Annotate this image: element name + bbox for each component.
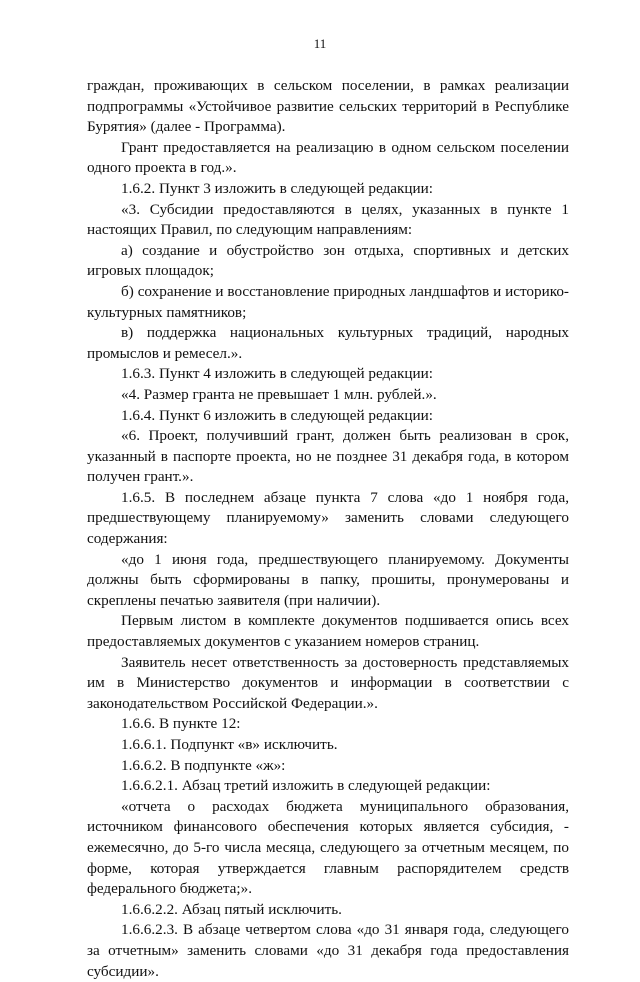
document-paragraph: 1.6.3. Пункт 4 изложить в следующей редакции: (121, 365, 434, 383)
document-paragraph: 1.6.6.2.3. В абзаце четвертом слова «до 31 января года, следующего за отчетным» заменить словами «до 31 декабря года предоставления субсидии». (87, 921, 569, 980)
document-paragraph: 1.6.5. В последнем абзаце пункта 7 слова «до 1 ноября года, предшествующему планируемому» заменить словами следующего содержания: (87, 488, 569, 548)
document-paragraph: 1.6.6.2. В подпункте «ж»: (121, 756, 286, 774)
document-paragraph: «4. Размер гранта не превышает 1 млн. рублей.». (121, 385, 437, 403)
document-paragraph: «отчета о расходах бюджета муниципального образования, источником финансового обеспечения которых является субсидия, - ежемесячно, до 5-го числа месяца, следующего за отчетным месяцем, по форме, которая утверждается главным распорядителем средств федерального бюджета;». (87, 797, 569, 898)
document-paragraph: 1.6.6.2.2. Абзац пятый исключить. (121, 900, 342, 918)
document-body (87, 76, 569, 982)
document-paragraph: 1.6.6.1. Подпункт «в» исключить. (121, 736, 338, 753)
document-paragraph: 1.6.2. Пункт 3 изложить в следующей редакции: (121, 179, 434, 197)
document-paragraph: «6. Проект, получивший грант, должен быть реализован в срок, указанный в паспорте проекта, но не позднее 31 декабря года, в котором получен грант.». (87, 427, 569, 486)
document-paragraph: 1.6.4. Пункт 6 изложить в следующей редакции: (121, 406, 434, 424)
document-paragraph: а) создание и обустройство зон отдыха, спортивных и детских игровых площадок; (87, 241, 569, 280)
document-paragraph: граждан, проживающих в сельском поселении, в рамках реализации подпрограммы «Устойчивое развитие сельских территорий в Республике Бурятия» (далее - Программа). (87, 77, 569, 136)
document-paragraph: б) сохранение и восстановление природных ландшафтов и историко-культурных памятников; (87, 282, 569, 321)
document-paragraph: Первым листом в комплекте документов подшивается опись всех предоставляемых документов с указанием номеров страниц. (87, 612, 569, 651)
document-paragraph: 1.6.6.2.1. Абзац третий изложить в следующей редакции: (121, 777, 491, 795)
document-paragraph: Заявитель несет ответственность за достоверность представляемых им в Министерство документов и информации в соответствии с законодательством Российской Федерации.». (87, 653, 569, 712)
page-number: 11 (313, 36, 327, 51)
document-paragraph: «до 1 июня года, предшествующего планируемому. Документы должны быть сформированы в папку, прошиты, пронумерованы и скреплены печатью заявителя (при наличии). (87, 550, 569, 609)
document-paragraph: «3. Субсидии предоставляются в целях, указанных в пункте 1 настоящих Правил, по следующим направлениям: (87, 200, 569, 239)
document-paragraph: Грант предоставляется на реализацию в одном сельском поселении одного проекта в год.». (87, 138, 569, 177)
document-paragraph: 1.6.6. В пункте 12: (121, 715, 241, 733)
document-paragraph: в) поддержка национальных культурных традиций, народных промыслов и ремесел.». (87, 324, 569, 362)
